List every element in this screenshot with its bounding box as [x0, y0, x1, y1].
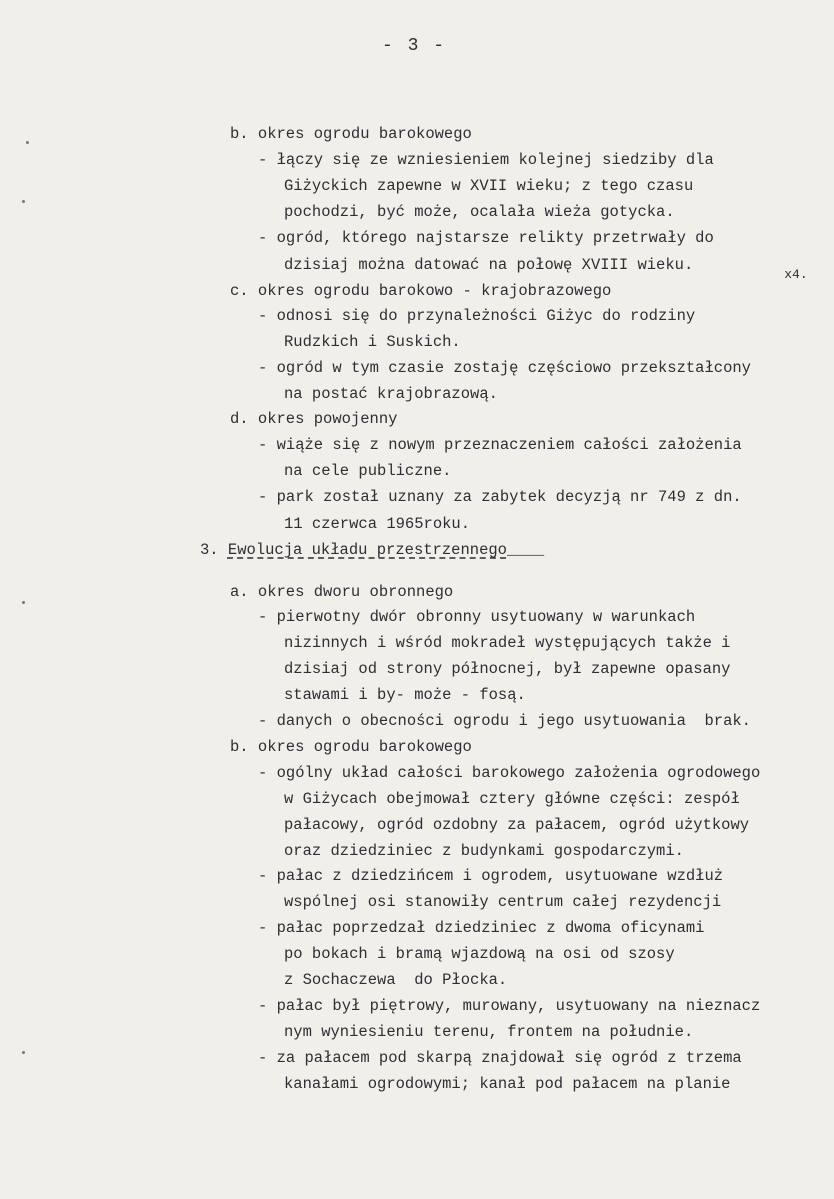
- text-line: - wiąże się z nowym przeznaczeniem całości założenia: [258, 436, 742, 454]
- text-line: wspólnej osi stanowiły centrum całej rezydencji: [284, 893, 722, 911]
- text-line: Giżyckich zapewne w XVII wieku; z tego czasu: [284, 177, 694, 195]
- section-title-tail: ____: [506, 541, 545, 559]
- text-line: nym wyniesieniu terenu, frontem na południe.: [284, 1023, 694, 1041]
- page-number: - 3 -: [382, 36, 447, 56]
- heading-c: c. okres ogrodu barokowo - krajobrazowego: [230, 282, 612, 300]
- text-line: oraz dziedziniec z budynkami gospodarczymi.: [284, 842, 684, 860]
- text-line: nizinnych i wśród mokradeł występujących także i: [284, 634, 731, 652]
- text-line: - ogród w tym czasie zostaję częściowo przekształcony: [258, 359, 751, 377]
- text-line: - ogród, którego najstarsze relikty przetrwały do: [258, 229, 714, 247]
- section-number: 3.: [200, 541, 219, 559]
- text-line: 11 czerwca 1965roku.: [284, 515, 471, 533]
- text-line: - pałac był piętrowy, murowany, usytuowany na nieznacz: [258, 997, 761, 1015]
- footnote-mark: x4.: [784, 267, 808, 282]
- text-line: dzisiaj można datować na połowę XVIII wieku.: [284, 256, 694, 274]
- text-line: z Sochaczewa do Płocka.: [284, 971, 508, 989]
- paper-speck: [26, 141, 29, 144]
- heading-3a: a. okres dworu obronnego: [230, 583, 454, 601]
- text-line: na cele publiczne.: [284, 462, 452, 480]
- section-title: Ewolucja układu przestrzennego: [227, 541, 507, 559]
- section-3-heading: [200, 540, 544, 560]
- text-line: w Giżycach obejmował cztery główne części: zespół: [284, 790, 740, 808]
- text-line: - ogólny układ całości barokowego założenia ogrodowego: [258, 764, 761, 782]
- text-line: - łączy się ze wzniesieniem kolejnej siedziby dla: [258, 151, 714, 169]
- text-line: - odnosi się do przynależności Giżyc do rodziny: [258, 307, 696, 325]
- heading-b: b. okres ogrodu barokowego: [230, 125, 472, 143]
- paper-speck: [22, 1051, 25, 1054]
- heading-3b: b. okres ogrodu barokowego: [230, 738, 472, 756]
- text-line: na postać krajobrazową.: [284, 385, 498, 403]
- paper-speck: [22, 601, 25, 604]
- text-line: Rudzkich i Suskich.: [284, 333, 461, 351]
- heading-d: d. okres powojenny: [230, 410, 398, 428]
- text-line: - pałac z dziedzińcem i ogrodem, usytuowane wzdłuż: [258, 867, 724, 885]
- text-line: - park został uznany za zabytek decyzją nr 749 z dn.: [258, 488, 742, 506]
- text-line: pochodzi, być może, ocalała wieża gotycka.: [284, 203, 675, 221]
- text-line: - za pałacem pod skarpą znajdował się ogród z trzema: [258, 1049, 742, 1067]
- text-line: - danych o obecności ogrodu i jego usytuowania brak.: [258, 712, 751, 730]
- text-line: kanałami ogrodowymi; kanał pod pałacem na planie: [284, 1075, 731, 1093]
- text-line: po bokach i bramą wjazdową na osi od szosy: [284, 945, 675, 963]
- text-line: pałacowy, ogród ozdobny za pałacem, ogród użytkowy: [284, 816, 750, 834]
- text-line: dzisiaj od strony północnej, był zapewne opasany: [284, 660, 731, 678]
- paper-speck: [22, 200, 25, 203]
- text-line: stawami i by- może - fosą.: [284, 686, 526, 704]
- text-line: - pierwotny dwór obronny usytuowany w warunkach: [258, 608, 696, 626]
- text-line: - pałac poprzedzał dziedziniec z dwoma oficynami: [258, 919, 705, 937]
